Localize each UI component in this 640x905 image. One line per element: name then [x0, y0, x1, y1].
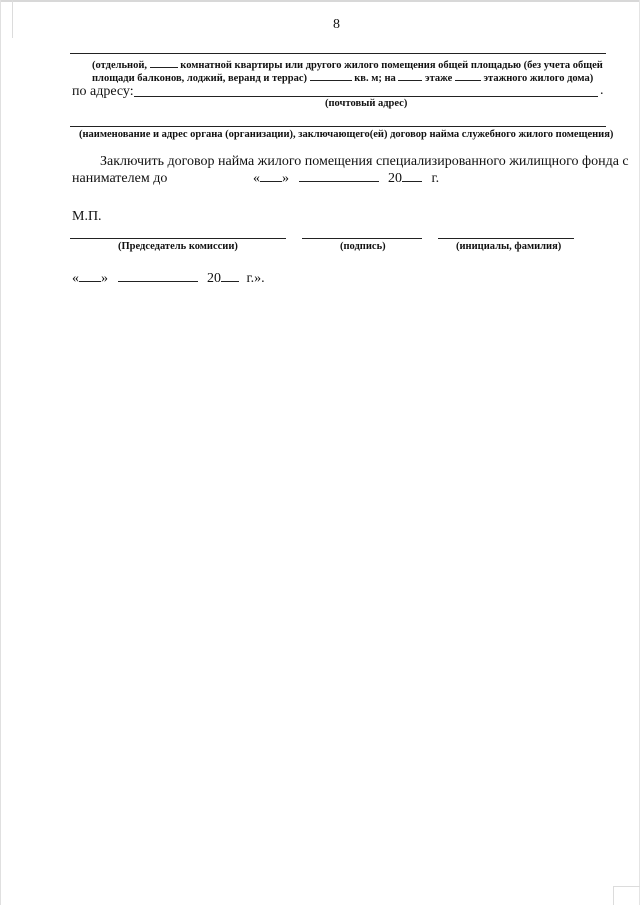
conclusion-month-blank [299, 171, 379, 182]
initials-caption: (инициалы, фамилия) [456, 241, 562, 252]
signature-caption: (подпись) [340, 241, 386, 252]
conclusion-year-prefix: 20 [388, 171, 402, 186]
apartment-line-2 [92, 70, 593, 84]
organization-caption: (наименование и адрес органа (организации), заключающего(ей) договор найма служебного жилого помещения) [79, 129, 614, 140]
conclusion-line-1: Заключить договор найма жилого помещения специализированного жилищного фонда с [100, 154, 629, 169]
footer-quote-open: « [72, 271, 79, 286]
footer-year-prefix: 20 [207, 271, 221, 286]
chairman-line [70, 238, 286, 239]
scan-edge-left [0, 0, 1, 905]
signature-line [302, 238, 422, 239]
footer-year-suffix: г.». [246, 271, 265, 286]
conclusion-quote-open: « [253, 171, 260, 186]
scan-corner-top-left [0, 0, 13, 38]
apartment-line-2-start: площади балконов, лоджий, веранд и террас) [92, 73, 307, 84]
apartment-top-rule [70, 53, 606, 54]
apartment-line-1 [92, 57, 603, 71]
conclusion-day-blank [260, 171, 282, 182]
apartment-line-1-start: (отдельной, [92, 60, 148, 71]
footer-year-blank [221, 271, 239, 282]
conclusion-quote-close: » [282, 171, 289, 186]
chairman-caption: (Председатель комиссии) [118, 241, 238, 252]
conclusion-date [253, 171, 439, 187]
organization-line [70, 126, 606, 127]
address-label: по адресу: [72, 84, 134, 99]
apartment-line-2-end: этажного жилого дома) [483, 73, 594, 84]
stamp-label: М.П. [72, 209, 102, 224]
conclusion-year-suffix: г. [431, 171, 440, 186]
address-caption: (почтовый адрес) [325, 98, 408, 109]
storeys-blank [455, 70, 481, 81]
apartment-line-2-floor: этаже [425, 73, 453, 84]
apartment-line-2-sqm: кв. м; на [354, 73, 396, 84]
rooms-blank [150, 57, 178, 68]
footer-date [72, 271, 265, 287]
footer-month-blank [118, 271, 198, 282]
page-number: 8 [333, 17, 340, 32]
conclusion-year-blank [402, 171, 422, 182]
address-line [134, 96, 598, 97]
scan-corner-bottom-right [613, 886, 640, 905]
footer-day-blank [79, 271, 101, 282]
scan-edge-top [0, 0, 640, 2]
conclusion-line-2-label: нанимателем до [72, 171, 168, 186]
area-blank [310, 70, 352, 81]
address-end-dot: . [600, 83, 604, 98]
footer-quote-close: » [101, 271, 108, 286]
floor-blank [398, 70, 422, 81]
apartment-line-1-rest: комнатной квартиры или другого жилого помещения общей площадью (без учета общей [180, 60, 603, 71]
initials-line [438, 238, 574, 239]
